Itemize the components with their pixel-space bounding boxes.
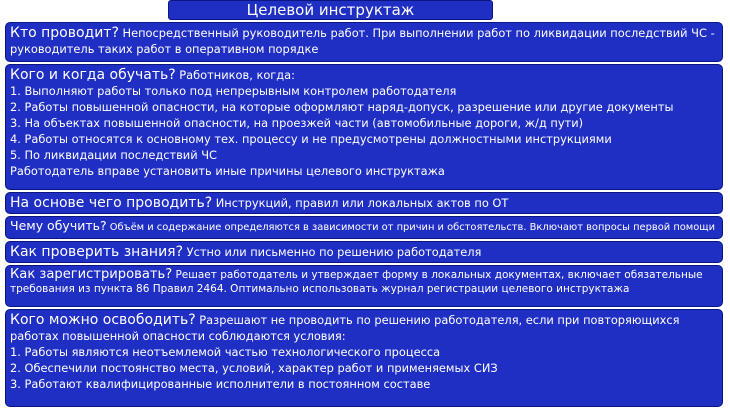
list-item: 4. Работы относятся к основному тех. процессу и не предусмотрены должностными инструкциями — [10, 132, 612, 146]
section-answer: Работников, когда: — [175, 68, 295, 82]
section-registration — [5, 265, 723, 307]
list-item: 2. Работы повышенной опасности, на которые оформляют наряд-допуск, разрешение или другие документы — [10, 100, 674, 114]
section-answer: Решает работодатель и утверждает форму в локальных документах, включает обязательные требования из пункта 86 Правил 2464. Оптимально использовать журнал регистрации целевого инструктажа — [10, 269, 703, 296]
list-item: 1. Работы являются неотъемлемой частью технологического процесса — [10, 345, 441, 359]
section-basis — [5, 192, 723, 214]
section-answer: Разрешают не проводить по решению работодателя, если при повторяющихся работах повышенной опасности соблюдаются условия: — [10, 313, 680, 343]
list-item: 3. Работают квалифицированные исполнители в постоянном составе — [10, 377, 431, 391]
section-who-conducts — [5, 22, 723, 62]
list-item: 3. На объектах повышенной опасности, на проезжей части (автомобильные дороги, ж/д пути) — [10, 116, 584, 130]
section-question: Кто проводит? — [10, 25, 119, 41]
section-answer: Непосредственный руководитель работ. При выполнении работ по ликвидации последствий ЧС - руководитель таких работ в оперативном порядке — [10, 26, 715, 56]
section-question: На основе чего проводить? — [10, 195, 213, 211]
section-exemption — [5, 309, 723, 407]
section-question: Чему обучить? — [10, 218, 107, 233]
section-question: Как зарегистрировать? — [10, 267, 173, 282]
section-what-to-teach — [5, 216, 723, 239]
list-item: Работодатель вправе установить иные причины целевого инструктажа — [10, 164, 445, 178]
list-item: 5. По ликвидации последствий ЧС — [10, 148, 218, 162]
list-item: 2. Обеспечили постоянство места, условий, характер работ и применяемых СИЗ — [10, 361, 498, 375]
list-item: 1. Выполняют работы только под непрерывным контролем работодателя — [10, 84, 457, 98]
section-question: Кого и когда обучать? — [10, 67, 176, 83]
section-whom-when — [5, 64, 723, 190]
page-title: Целевой инструктаж — [168, 0, 493, 20]
section-answer: Объём и содержание определяются в зависимости от причин и обстоятельств. Включают вопросы первой помощи — [106, 222, 716, 233]
section-question: Как проверить знания? — [10, 244, 184, 260]
section-answer: Устно или письменно по решению работодателя — [183, 245, 482, 259]
section-answer: Инструкций, правил или локальных актов по ОТ — [212, 196, 509, 210]
section-question: Кого можно освободить? — [10, 312, 196, 328]
section-knowledge-check — [5, 241, 723, 263]
